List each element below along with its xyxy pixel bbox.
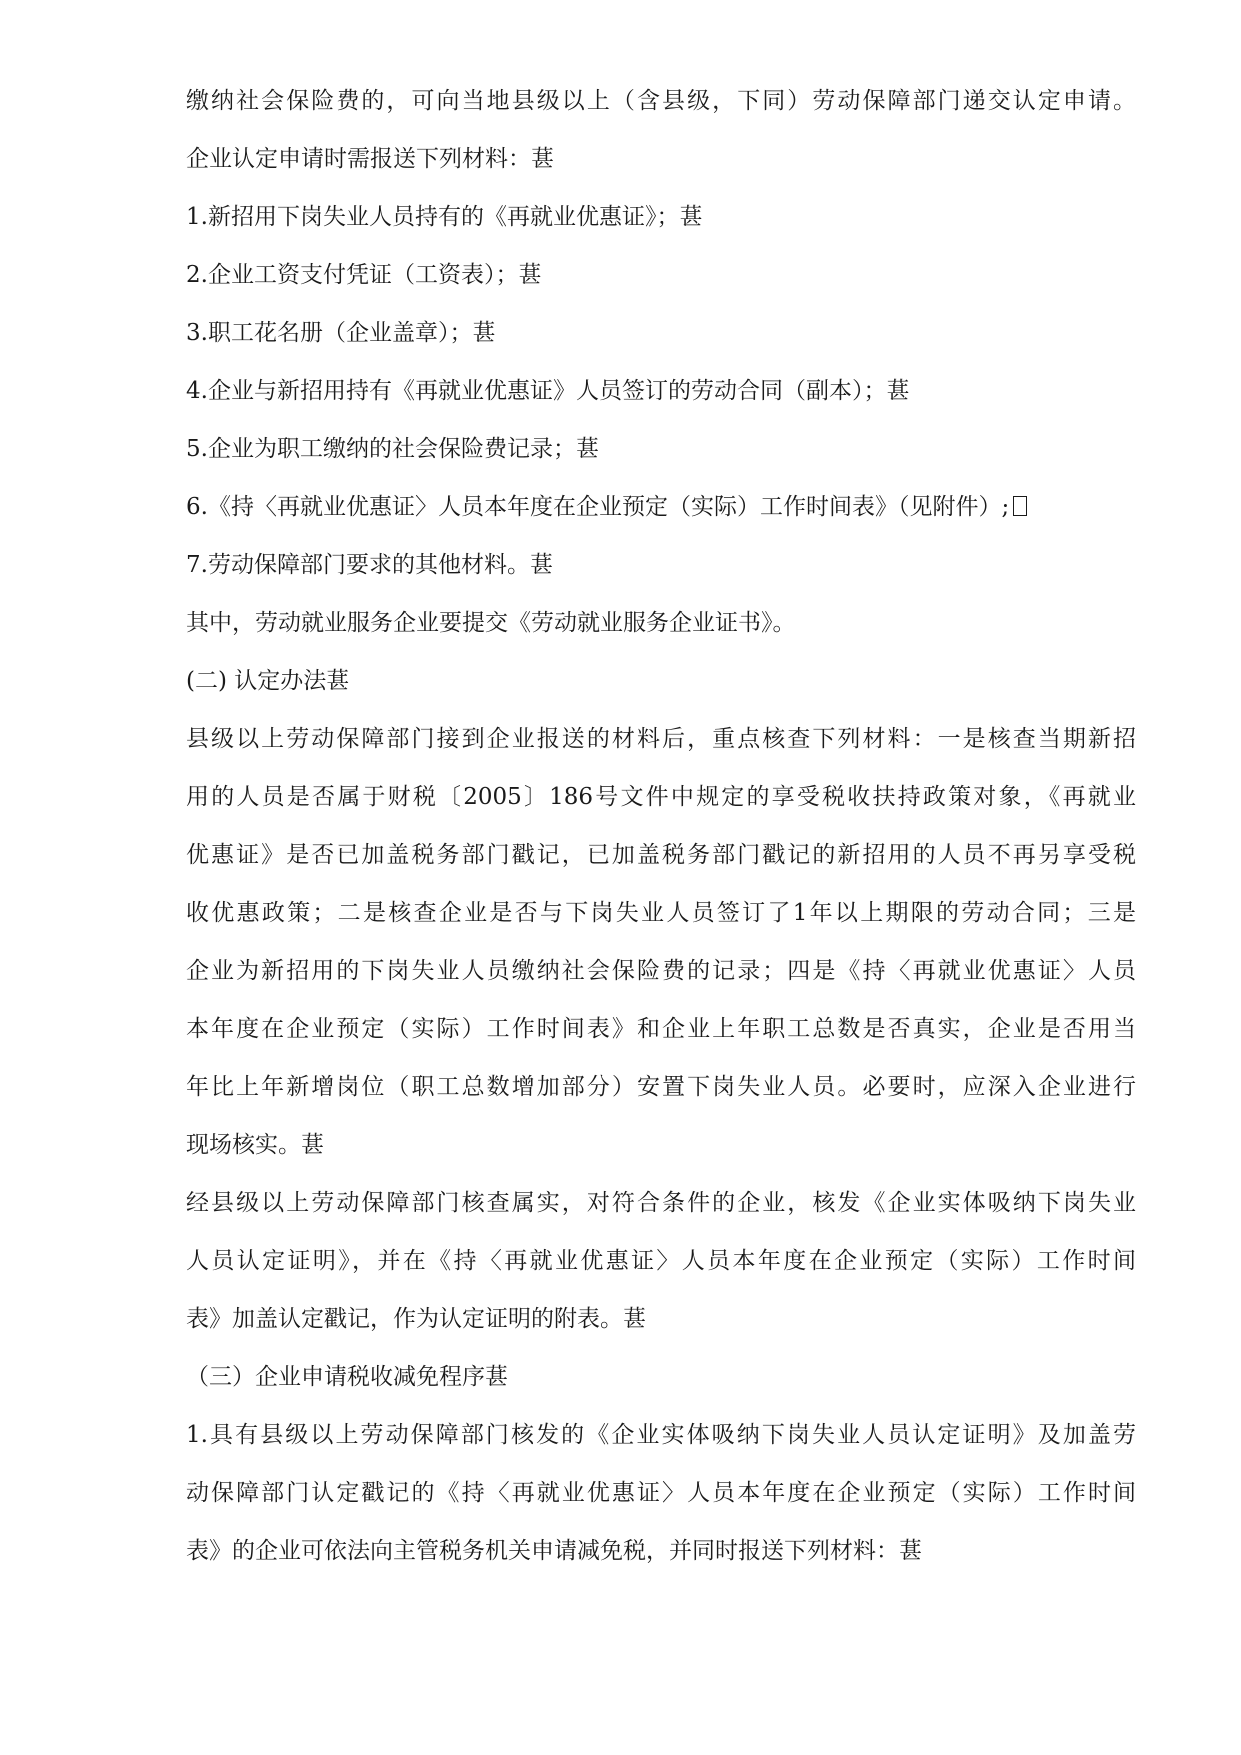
text-line: 收优惠政策；二是核查企业是否与下岗失业人员签订了1年以上期限的劳动合同；三是 (186, 900, 1136, 926)
list-item: 7.劳动保障部门要求的其他材料。葚 (186, 552, 553, 578)
list-item (186, 478, 1136, 536)
section-heading: （三）企业申请税收减免程序葚 (186, 1364, 508, 1390)
text-line: 人员认定证明》，并在《持〈再就业优惠证〉人员本年度在企业预定（实际）工作时间 (186, 1248, 1136, 1274)
text-line: 动保障部门认定戳记的《持〈再就业优惠证〉人员本年度在企业预定（实际）工作时间 (186, 1480, 1136, 1506)
text-line: 经县级以上劳动保障部门核查属实，对符合条件的企业，核发《企业实体吸纳下岗失业 (186, 1190, 1136, 1216)
list-item: 4.企业与新招用持有《再就业优惠证》人员签订的劳动合同（副本）；葚 (186, 378, 910, 404)
text-line: 现场核实。葚 (186, 1132, 324, 1158)
list-item: 1.新招用下岗失业人员持有的《再就业优惠证》；葚 (186, 204, 703, 230)
text-line: 县级以上劳动保障部门接到企业报送的材料后，重点核查下列材料：一是核查当期新招 (186, 726, 1136, 752)
document-body (186, 72, 1136, 1580)
missing-glyph-icon (1013, 496, 1027, 516)
text-line: 表》的企业可依法向主管税务机关申请减免税，并同时报送下列材料：葚 (186, 1538, 922, 1564)
list-item: 1.具有县级以上劳动保障部门核发的《企业实体吸纳下岗失业人员认定证明》及加盖劳 (186, 1422, 1136, 1448)
text-line: 企业认定申请时需报送下列材料：葚 (186, 146, 554, 172)
text-line: 其中，劳动就业服务企业要提交《劳动就业服务企业证书》。 (186, 610, 796, 636)
list-item: 5.企业为职工缴纳的社会保险费记录；葚 (186, 436, 599, 462)
text-line: 年比上年新增岗位（职工总数增加部分）安置下岗失业人员。必要时，应深入企业进行 (186, 1074, 1136, 1100)
list-item-text: 6.《持〈再就业优惠证〉人员本年度在企业预定（实际）工作时间表》（见附件）; (186, 494, 1010, 520)
list-item: 3.职工花名册（企业盖章）；葚 (186, 320, 496, 346)
text-line: 表》加盖认定戳记，作为认定证明的附表。葚 (186, 1306, 646, 1332)
list-item: 2.企业工资支付凭证（工资表）；葚 (186, 262, 542, 288)
text-line: 本年度在企业预定（实际）工作时间表》和企业上年职工总数是否真实，企业是否用当 (186, 1016, 1136, 1042)
section-heading: (二) 认定办法葚 (186, 668, 350, 694)
text-line: 优惠证》是否已加盖税务部门戳记，已加盖税务部门戳记的新招用的人员不再另享受税 (186, 842, 1136, 868)
text-line: 用的人员是否属于财税〔2005〕186号文件中规定的享受税收扶持政策对象，《再就业 (186, 784, 1136, 810)
text-line: 企业为新招用的下岗失业人员缴纳社会保险费的记录；四是《持〈再就业优惠证〉人员 (186, 958, 1136, 984)
text-line: 缴纳社会保险费的，可向当地县级以上（含县级，下同）劳动保障部门递交认定申请。 (186, 88, 1136, 114)
